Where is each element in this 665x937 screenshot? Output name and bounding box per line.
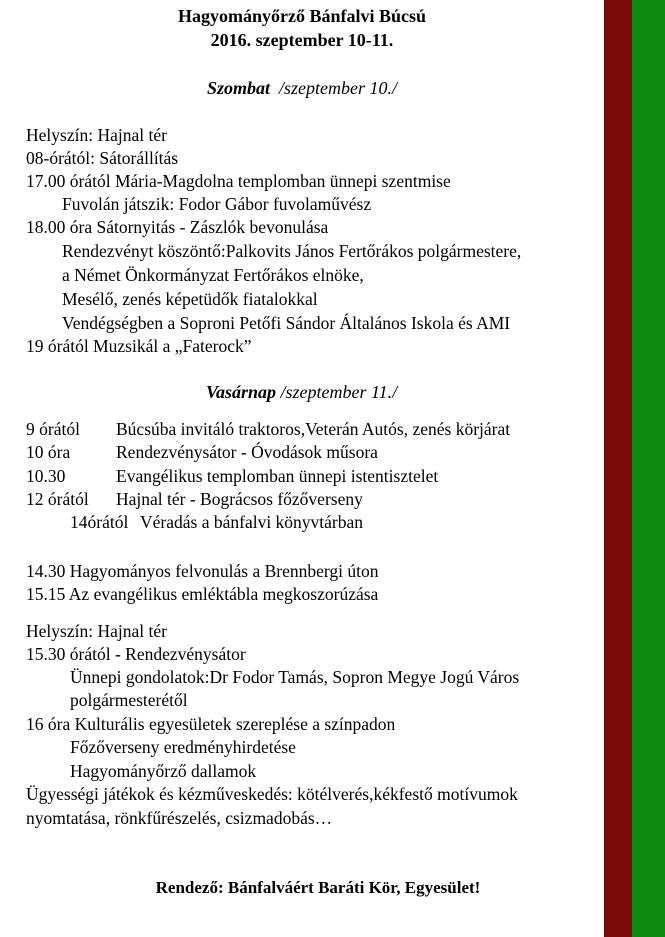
sunday-date: /szeptember 11./	[280, 382, 398, 402]
flyer-date: 2016. szeptember 10-11.	[210, 30, 394, 50]
schedule-time: 14órától	[70, 512, 129, 532]
saturday-line: 19 órától Muzsikál a „Faterock”	[26, 336, 252, 356]
sunday-line: Ügyességi játékok és kézműveskedés: kötélverés,kékfestő motívumok	[26, 784, 518, 804]
saturday-line: 18.00 óra Sátornyitás - Zászlók bevonulása	[26, 217, 329, 237]
saturday-line: Mesélő, zenés képetüdők fiatalokkal	[62, 289, 318, 309]
sunday-line: polgármesterétől	[70, 690, 188, 710]
sunday-line: Főzőverseny eredményhirdetése	[70, 737, 296, 757]
sunday-line: Helyszín: Hajnal tér	[26, 621, 167, 641]
schedule-time: 10.30	[26, 466, 66, 486]
sunday-line: 16 óra Kulturális egyesületek szereplése a színpadon	[26, 714, 396, 734]
saturday-line: 08-órától: Sátorállítás	[26, 148, 179, 168]
schedule-row	[26, 488, 363, 510]
sunday-line: 14.30 Hagyományos felvonulás a Brennbergi úton	[26, 561, 379, 581]
sunday-line: 15.15 Az evangélikus emléktábla megkoszorúzása	[26, 584, 379, 604]
schedule-text: Véradás a bánfalvi könyvtárban	[140, 512, 364, 532]
sunday-line: nyomtatása, rönkfűrészelés, csizmadobás…	[26, 808, 333, 828]
saturday-heading	[207, 77, 397, 99]
schedule-row	[26, 418, 510, 440]
sunday-line: Ünnepi gondolatok:Dr Fodor Tamás, Sopron Megye Jogú Város	[70, 667, 520, 687]
schedule-time: 9 órától	[26, 419, 80, 439]
saturday-date: /szeptember 10./	[279, 78, 398, 98]
schedule-text: Evangélikus templomban ünnepi istentisztelet	[116, 466, 439, 486]
sunday-day: Vasárnap	[206, 382, 277, 402]
saturday-line: 17.00 órától Mária-Magdolna templomban ünnepi szentmise	[26, 171, 451, 191]
schedule-time: 12 órától	[26, 489, 89, 509]
schedule-text: Hajnal tér - Bográcsos főzőverseny	[116, 489, 363, 509]
saturday-line: Vendégségben a Soproni Petőfi Sándor Általános Iskola és AMI	[62, 313, 511, 333]
schedule-row	[70, 511, 363, 533]
flyer-title: Hagyományőrző Bánfalvi Búcsú	[177, 6, 427, 26]
schedule-text: Rendezvénysátor - Óvodások műsora	[116, 442, 378, 462]
red-stripe	[604, 0, 632, 937]
sunday-line: 15.30 órától - Rendezvénysátor	[26, 644, 246, 664]
schedule-row	[26, 441, 378, 463]
sunday-line: Hagyományőrző dallamok	[70, 761, 257, 781]
schedule-row	[26, 465, 438, 487]
schedule-time: 10 óra	[26, 442, 71, 462]
saturday-line: a Német Önkormányzat Fertőrákos elnöke,	[62, 265, 364, 285]
saturday-line: Helyszín: Hajnal tér	[26, 125, 167, 145]
organizer-footer: Rendező: Bánfalváért Baráti Kör, Egyesület!	[155, 878, 481, 897]
saturday-day: Szombat	[207, 78, 271, 98]
green-stripe	[632, 0, 665, 937]
saturday-line: Rendezvényt köszöntő:Palkovits János Fertőrákos polgármestere,	[62, 241, 522, 261]
saturday-line: Fuvolán játszik: Fodor Gábor fuvolaművész	[62, 194, 372, 214]
sunday-heading	[206, 381, 397, 403]
schedule-text: Búcsúba invitáló traktoros,Veterán Autós, zenés körjárat	[116, 419, 511, 439]
